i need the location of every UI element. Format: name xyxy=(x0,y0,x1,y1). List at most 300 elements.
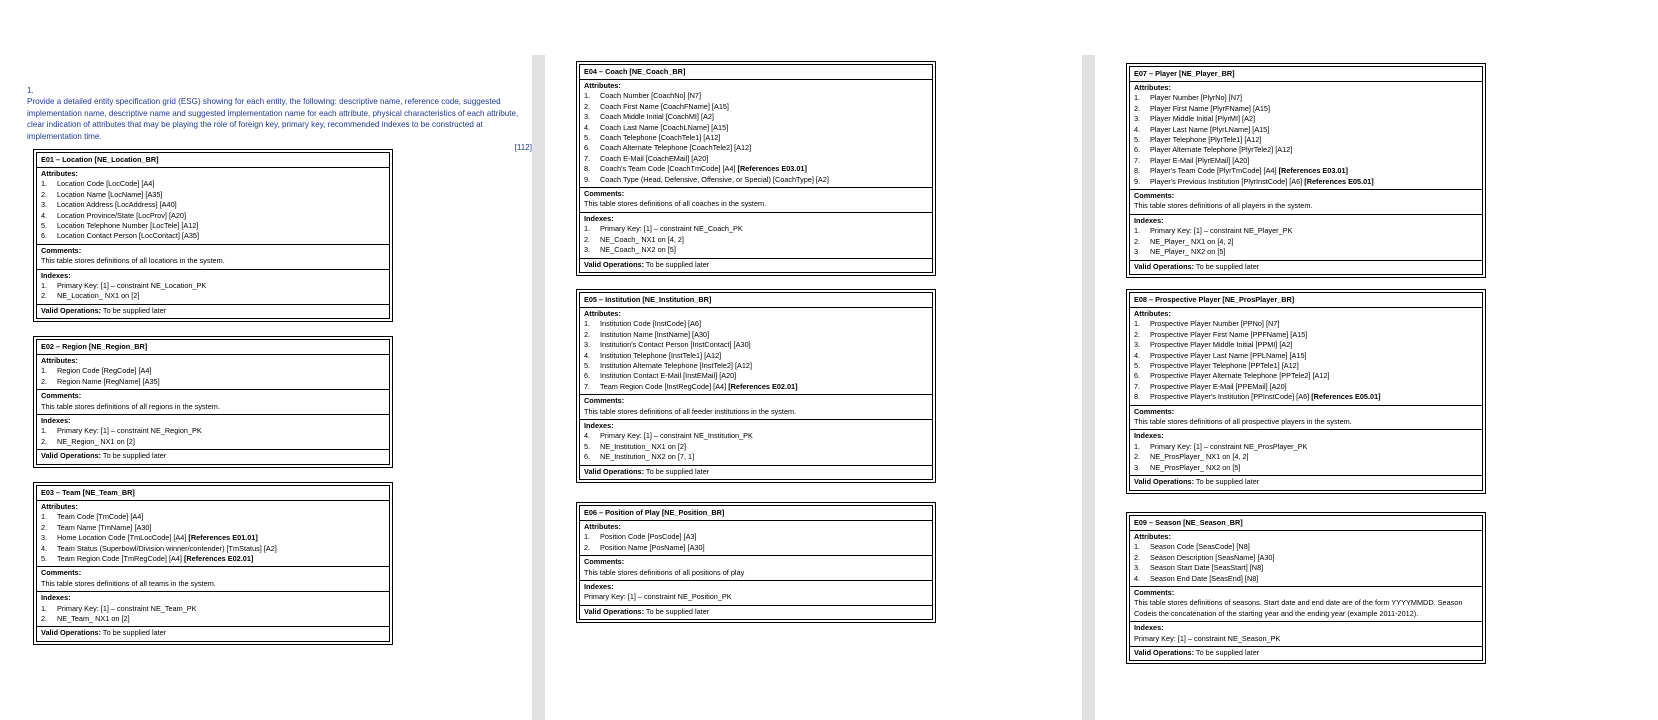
index-text: NE_Region_ NX1 on [2] xyxy=(57,436,135,446)
valid-operations-label: Valid Operations: xyxy=(584,466,645,476)
attribute-row xyxy=(1134,166,1478,176)
attribute-list xyxy=(1134,93,1478,187)
indexes-section xyxy=(37,592,389,627)
attribute-text: Season End Date [SeasEnd] [N8] xyxy=(1150,573,1259,583)
attribute-row xyxy=(1134,330,1478,340)
index-text: NE_Player_ NX2 on [5] xyxy=(1150,247,1226,257)
valid-operations-section xyxy=(580,606,932,619)
attributes-header: Attributes: xyxy=(41,502,78,511)
question-marks: [112] xyxy=(514,143,532,153)
attribute-list xyxy=(41,366,385,387)
attributes-section xyxy=(580,80,932,188)
attributes-header: Attributes: xyxy=(41,169,78,178)
attribute-number: 1. xyxy=(41,179,48,189)
comments-section xyxy=(1130,190,1482,215)
index-number: 2. xyxy=(41,614,48,624)
attribute-row xyxy=(584,532,928,542)
attribute-number: 1. xyxy=(584,319,591,329)
valid-operations-text: To be supplied later xyxy=(1195,477,1260,487)
attribute-number: 4. xyxy=(1134,573,1141,583)
foreign-key-reference: [References E02.01] xyxy=(183,554,254,564)
index-number: 1. xyxy=(41,426,48,436)
index-list xyxy=(1134,226,1478,257)
attribute-list xyxy=(584,91,928,185)
attributes-section xyxy=(37,355,389,390)
attribute-row xyxy=(1134,553,1478,563)
valid-operations-section xyxy=(37,627,389,640)
attribute-text: Player Telephone [PlyrTele1] [A12] xyxy=(1150,135,1262,145)
attribute-row xyxy=(41,523,385,533)
attribute-row xyxy=(584,340,928,350)
attribute-row xyxy=(41,544,385,554)
index-row xyxy=(584,245,928,255)
entity-title: E09 – Season [NE_Season_BR] xyxy=(1130,516,1482,531)
attribute-text: Location Name [LocName] [A35] xyxy=(57,189,163,199)
attribute-row xyxy=(1134,104,1478,114)
attribute-text: Prospective Player E-Mail [PPEMail] [A20] xyxy=(1150,381,1287,391)
index-row xyxy=(41,281,385,291)
comments-header: Comments: xyxy=(584,557,625,567)
attribute-row xyxy=(1134,392,1478,402)
attribute-text: Prospective Player Middle Initial [PPMI] [A2] xyxy=(1150,340,1293,350)
index-list xyxy=(41,281,385,302)
valid-operations-text: To be supplied later xyxy=(645,259,710,269)
attribute-row xyxy=(41,190,385,200)
index-number: 1. xyxy=(41,603,48,613)
attribute-row xyxy=(1134,574,1478,584)
comment-text: This table stores definitions of all regions in the system. xyxy=(41,401,220,411)
attributes-section xyxy=(1130,82,1482,190)
attribute-number: 2. xyxy=(41,376,48,386)
index-text: Primary Key: [1] – constraint NE_Position_PK xyxy=(584,592,732,602)
attribute-row xyxy=(41,533,385,543)
valid-operations-label: Valid Operations: xyxy=(41,305,102,315)
attribute-row xyxy=(1134,542,1478,552)
valid-operations-text: To be supplied later xyxy=(102,628,167,638)
attribute-text: Coach's Team Code [CoachTmCode] [A4] xyxy=(600,164,738,174)
comments-header: Comments: xyxy=(1134,406,1175,416)
attribute-row xyxy=(584,175,928,185)
indexes-section xyxy=(580,581,932,606)
attributes-header: Attributes: xyxy=(584,81,621,90)
attribute-number: 1. xyxy=(41,512,48,522)
indexes-header: Indexes: xyxy=(1134,623,1164,633)
attribute-text: Player E-Mail [PlyrEMail] [A20] xyxy=(1150,155,1250,165)
indexes-header: Indexes: xyxy=(1134,215,1164,225)
attribute-number: 6. xyxy=(1134,371,1141,381)
attribute-number: 5. xyxy=(1134,135,1141,145)
attribute-text: Coach Alternate Telephone [CoachTele2] [A12] xyxy=(600,143,752,153)
attributes-header: Attributes: xyxy=(41,356,78,365)
attribute-text: Player Last Name [PlyrLName] [A15] xyxy=(1150,124,1270,134)
valid-operations-label: Valid Operations: xyxy=(1134,261,1195,271)
attribute-number: 2. xyxy=(584,542,591,552)
attribute-row xyxy=(1134,114,1478,124)
attribute-row xyxy=(1134,361,1478,371)
valid-operations-section xyxy=(580,466,932,479)
comments-header: Comments: xyxy=(1134,191,1175,201)
attribute-text: Coach Type (Head, Defensive, Offensive, or Special) [CoachType] [A2] xyxy=(600,174,829,184)
attribute-number: 2. xyxy=(41,522,48,532)
valid-operations-label: Valid Operations: xyxy=(584,259,645,269)
attribute-row xyxy=(1134,382,1478,392)
index-row xyxy=(1134,226,1478,236)
attribute-row xyxy=(1134,371,1478,381)
attribute-number: 1. xyxy=(1134,542,1141,552)
foreign-key-reference: [References E03.01] xyxy=(737,164,807,174)
attributes-section xyxy=(37,501,389,567)
attribute-text: Season Description [SeasName] [A30] xyxy=(1150,552,1275,562)
attribute-number: 6. xyxy=(584,143,591,153)
attribute-number: 3. xyxy=(1134,340,1141,350)
entity-title: E07 – Player [NE_Player_BR] xyxy=(1130,67,1482,82)
attribute-row xyxy=(584,102,928,112)
index-list xyxy=(41,426,385,447)
attribute-number: 3. xyxy=(584,340,591,350)
question-body: Provide a detailed entity specification grid (ESG) showing for each entity, the following: descriptive name, reference code, suggested implementation name, descriptive name and suggested implementation name for each attribute, physical characteristics of each attribute, clear indication of attributes that may be playing the role of foreign key, primary key, recommended indexes to be constructed at implementation time. xyxy=(27,97,519,141)
entity-spec-grid xyxy=(36,152,390,319)
entity-spec-grid xyxy=(36,485,390,642)
entity-spec-grid xyxy=(1129,515,1483,661)
attributes-header: Attributes: xyxy=(1134,532,1171,541)
attributes-section xyxy=(580,521,932,556)
attribute-number: 2. xyxy=(584,329,591,339)
index-text: Primary Key: [1] – constraint NE_ProsPlayer_PK xyxy=(1150,441,1308,451)
attribute-text: Location Province/State [LocProv] [A20] xyxy=(57,210,186,220)
attribute-row xyxy=(1134,563,1478,573)
attribute-text: Team Code [TmCode] [A4] xyxy=(57,512,144,522)
attribute-row xyxy=(41,211,385,221)
entity-spec-box-5 xyxy=(576,289,936,483)
attribute-text: Player Alternate Telephone [PlyrTele2] [A12] xyxy=(1150,145,1293,155)
index-text: NE_Institution_ NX1 on [2] xyxy=(600,441,686,451)
attribute-number: 7. xyxy=(584,381,591,391)
attribute-text: Institution Contact E-Mail [InstEMail] [A20] xyxy=(600,371,737,381)
index-number: 3. xyxy=(1134,247,1141,257)
attribute-text: Player Number [PlyrNo] [N7] xyxy=(1150,93,1243,103)
attribute-text: Team Region Code [TmRegCode] [A4] xyxy=(57,554,184,564)
attribute-number: 4. xyxy=(1134,350,1141,360)
attribute-number: 6. xyxy=(1134,145,1141,155)
attribute-text: Coach Last Name [CoachLName] [A15] xyxy=(600,122,729,132)
attribute-number: 1. xyxy=(584,532,591,542)
attribute-row xyxy=(584,164,928,174)
index-row xyxy=(584,224,928,234)
index-row xyxy=(1134,634,1478,644)
entity-spec-box-6 xyxy=(576,502,936,623)
attributes-header: Attributes: xyxy=(584,309,621,318)
attribute-row xyxy=(1134,135,1478,145)
attribute-text: Prospective Player Telephone [PPTele1] [A12] xyxy=(1150,361,1299,371)
index-number: 3. xyxy=(1134,462,1141,472)
attribute-number: 4. xyxy=(41,543,48,553)
attribute-number: 5. xyxy=(1134,361,1141,371)
attribute-text: Coach Middle Initial [CoachMI] [A2] xyxy=(600,112,714,122)
attribute-number: 4. xyxy=(41,210,48,220)
attribute-row xyxy=(1134,145,1478,155)
index-row xyxy=(584,592,928,602)
index-row xyxy=(41,614,385,624)
index-text: Primary Key: [1] – constraint NE_Player_PK xyxy=(1150,226,1293,236)
indexes-section xyxy=(580,420,932,466)
valid-operations-text: To be supplied later xyxy=(645,466,710,476)
index-number: 2. xyxy=(41,436,48,446)
valid-operations-section xyxy=(1130,476,1482,489)
index-text: NE_Player_ NX1 on [4, 2] xyxy=(1150,236,1234,246)
entity-title: E02 – Region [NE_Region_BR] xyxy=(37,340,389,355)
comment-text: This table stores definitions of all players in the system. xyxy=(1134,201,1313,211)
index-text: NE_Coach_ NX2 on [5] xyxy=(600,245,676,255)
attribute-number: 4. xyxy=(584,122,591,132)
attribute-list xyxy=(1134,319,1478,402)
index-number: 4. xyxy=(584,431,591,441)
attribute-number: 2. xyxy=(584,101,591,111)
attribute-row xyxy=(41,200,385,210)
entity-title: E06 – Position of Play [NE_Position_BR] xyxy=(580,506,932,521)
attribute-number: 3. xyxy=(41,200,48,210)
valid-operations-text: To be supplied later xyxy=(102,305,167,315)
entity-title: E03 – Team [NE_Team_BR] xyxy=(37,486,389,501)
attribute-text: Team Status (Superbowl/Division winner/contender) [TmStatus] [A2] xyxy=(57,543,277,553)
index-number: 3. xyxy=(584,245,591,255)
index-row xyxy=(41,426,385,436)
attribute-list xyxy=(584,532,928,553)
entity-spec-grid xyxy=(1129,66,1483,275)
index-text: NE_Location_ NX1 on [2] xyxy=(57,291,140,301)
index-list xyxy=(1134,442,1478,473)
attribute-row xyxy=(41,512,385,522)
attribute-number: 1. xyxy=(1134,93,1141,103)
comments-section xyxy=(1130,587,1482,622)
attribute-number: 2. xyxy=(1134,103,1141,113)
valid-operations-section xyxy=(37,305,389,318)
attribute-list xyxy=(41,179,385,241)
attribute-number: 3. xyxy=(1134,563,1141,573)
attribute-row xyxy=(584,143,928,153)
attribute-number: 8. xyxy=(1134,166,1141,176)
attribute-text: Location Address [LocAddress] [A40] xyxy=(57,200,177,210)
attribute-text: Region Name [RegName] [A35] xyxy=(57,376,160,386)
valid-operations-section xyxy=(1130,647,1482,660)
comments-section xyxy=(37,245,389,270)
attribute-number: 7. xyxy=(1134,381,1141,391)
valid-operations-label: Valid Operations: xyxy=(41,628,102,638)
index-number: 1. xyxy=(1134,226,1141,236)
attribute-number: 3. xyxy=(1134,114,1141,124)
attribute-text: Coach Number [CoachNo] [N7] xyxy=(600,91,701,101)
attribute-text: Institution Code [InstCode] [A6] xyxy=(600,319,701,329)
attribute-number: 2. xyxy=(1134,552,1141,562)
attribute-text: Region Code [RegCode] [A4] xyxy=(57,366,152,376)
entity-spec-grid xyxy=(36,339,390,465)
comments-section xyxy=(37,390,389,415)
attribute-number: 2. xyxy=(1134,329,1141,339)
valid-operations-text: To be supplied later xyxy=(102,451,167,461)
attribute-number: 1. xyxy=(584,91,591,101)
comment-text: This table stores definitions of all teams in the system. xyxy=(41,578,216,588)
attribute-text: Season Code [SeasCode] [N8] xyxy=(1150,542,1250,552)
attribute-row xyxy=(41,221,385,231)
attribute-list xyxy=(584,319,928,392)
attribute-text: Coach First Name [CoachFName] [A15] xyxy=(600,101,729,111)
entity-spec-box-8 xyxy=(1126,289,1486,494)
index-list xyxy=(1134,634,1478,644)
attribute-text: Player's Team Code [PlyrTmCode] [A4] xyxy=(1150,166,1279,176)
indexes-header: Indexes: xyxy=(1134,431,1164,441)
index-list xyxy=(584,224,928,255)
indexes-header: Indexes: xyxy=(584,582,614,592)
attributes-header: Attributes: xyxy=(584,522,621,531)
entity-spec-box-9 xyxy=(1126,512,1486,664)
attribute-text: Team Region Code [InstRegCode] [A4] xyxy=(600,381,729,391)
attribute-text: Prospective Player's Institution [PPInstCode] [A6] xyxy=(1150,392,1312,402)
index-text: Primary Key: [1] – constraint NE_Season_PK xyxy=(1134,633,1281,643)
indexes-section xyxy=(37,270,389,305)
attribute-row xyxy=(41,231,385,241)
indexes-section xyxy=(1130,215,1482,261)
index-row xyxy=(41,291,385,301)
index-text: Primary Key: [1] – constraint NE_Team_PK xyxy=(57,603,197,613)
attributes-section xyxy=(1130,531,1482,587)
index-text: NE_ProsPlayer_ NX1 on [4, 2] xyxy=(1150,452,1249,462)
attribute-number: 4. xyxy=(1134,124,1141,134)
comments-header: Comments: xyxy=(1134,588,1175,598)
attribute-row xyxy=(584,319,928,329)
attribute-row xyxy=(41,366,385,376)
comment-text: This table stores definitions of seasons. Start date and end date are of the form YYYYMMDD. Season Codeis the concatenation of the starting year and the ending year (example 2011-2012). xyxy=(1134,598,1463,618)
comments-section xyxy=(580,556,932,581)
attribute-text: Prospective Player Number [PPNo] [N7] xyxy=(1150,319,1280,329)
index-row xyxy=(1134,452,1478,462)
attribute-text: Location Contact Person [LocContact] [A35] xyxy=(57,231,199,241)
index-text: Primary Key: [1] – constraint NE_Location_PK xyxy=(57,281,207,291)
attribute-row xyxy=(41,554,385,564)
valid-operations-label: Valid Operations: xyxy=(1134,648,1195,658)
attribute-row xyxy=(1134,319,1478,329)
attribute-number: 8. xyxy=(1134,392,1141,402)
foreign-key-reference: [References E02.01] xyxy=(728,381,798,391)
attributes-header: Attributes: xyxy=(1134,309,1171,318)
index-text: Primary Key: [1] – constraint NE_Coach_PK xyxy=(600,224,743,234)
index-row xyxy=(1134,442,1478,452)
attribute-text: Institution's Contact Person [InstContact] [A30] xyxy=(600,340,751,350)
attribute-number: 8. xyxy=(584,164,591,174)
index-list xyxy=(584,592,928,602)
attribute-row xyxy=(584,154,928,164)
valid-operations-section xyxy=(1130,261,1482,274)
index-number: 2. xyxy=(1134,452,1141,462)
comment-text: This table stores definitions of all coaches in the system. xyxy=(584,199,767,209)
attributes-section xyxy=(1130,308,1482,406)
index-text: NE_Team_ NX1 on [2] xyxy=(57,614,130,624)
index-row xyxy=(1134,237,1478,247)
attribute-row xyxy=(584,112,928,122)
index-row xyxy=(1134,247,1478,257)
attribute-text: Player's Previous Institution [PlyrInstCode] [A6] xyxy=(1150,176,1305,186)
attribute-row xyxy=(1134,156,1478,166)
entity-spec-box-1 xyxy=(33,149,393,322)
attribute-number: 3. xyxy=(41,533,48,543)
comments-header: Comments: xyxy=(41,245,82,255)
attribute-row xyxy=(584,123,928,133)
entity-title: E05 – Institution [NE_Institution_BR] xyxy=(580,293,932,308)
attribute-text: Coach Telephone [CoachTele1] [A12] xyxy=(600,133,721,143)
attribute-number: 1. xyxy=(41,366,48,376)
attributes-header: Attributes: xyxy=(1134,83,1171,92)
attribute-row xyxy=(1134,93,1478,103)
page-gutter-left xyxy=(532,55,545,720)
entity-title: E01 – Location [NE_Location_BR] xyxy=(37,153,389,168)
question-text xyxy=(27,85,532,153)
index-text: Primary Key: [1] – constraint NE_Institution_PK xyxy=(600,431,753,441)
indexes-header: Indexes: xyxy=(584,213,614,223)
attribute-row xyxy=(584,382,928,392)
attribute-row xyxy=(1134,351,1478,361)
comments-section xyxy=(580,395,932,420)
attribute-list xyxy=(41,512,385,564)
attribute-text: Location Code [LocCode] [A4] xyxy=(57,179,155,189)
comments-header: Comments: xyxy=(584,396,625,406)
index-text: NE_ProsPlayer_ NX2 on [5] xyxy=(1150,462,1241,472)
foreign-key-reference: [References E05.01] xyxy=(1304,176,1374,186)
entity-spec-grid xyxy=(1129,292,1483,491)
attribute-text: Position Code [PosCode] [A3] xyxy=(600,532,697,542)
comment-text: This table stores definitions of all prospective players in the system. xyxy=(1134,417,1352,427)
attributes-section xyxy=(37,168,389,245)
index-text: Primary Key: [1] – constraint NE_Region_PK xyxy=(57,426,202,436)
attribute-list xyxy=(1134,542,1478,584)
attribute-row xyxy=(584,133,928,143)
index-list xyxy=(584,431,928,462)
index-number: 1. xyxy=(1134,441,1141,451)
foreign-key-reference: [References E01.01] xyxy=(188,533,258,543)
comments-section xyxy=(580,188,932,213)
attribute-number: 5. xyxy=(41,554,48,564)
attribute-number: 2. xyxy=(41,189,48,199)
entity-spec-grid xyxy=(579,505,933,620)
foreign-key-reference: [References E05.01] xyxy=(1311,392,1381,402)
comment-text: This table stores definitions of all locations in the system. xyxy=(41,256,225,266)
comments-section xyxy=(1130,406,1482,431)
foreign-key-reference: [References E03.01] xyxy=(1278,166,1348,176)
attribute-row xyxy=(41,377,385,387)
attribute-number: 1. xyxy=(1134,319,1141,329)
attribute-row xyxy=(1134,177,1478,187)
indexes-section xyxy=(1130,622,1482,647)
attribute-number: 7. xyxy=(1134,155,1141,165)
comments-header: Comments: xyxy=(41,391,82,401)
question-number: 1. xyxy=(27,86,34,95)
valid-operations-text: To be supplied later xyxy=(1195,648,1260,658)
index-number: 2. xyxy=(41,291,48,301)
index-row xyxy=(584,431,928,441)
index-text: NE_Coach_ NX1 on [4, 2] xyxy=(600,234,684,244)
entity-spec-grid xyxy=(579,292,933,480)
attribute-text: Player Middle Initial [PlyrMI] [A2] xyxy=(1150,114,1256,124)
valid-operations-section xyxy=(37,450,389,463)
attribute-number: 6. xyxy=(41,231,48,241)
attribute-text: Player First Name [PlyrFName] [A15] xyxy=(1150,103,1271,113)
attribute-row xyxy=(41,179,385,189)
attribute-number: 9. xyxy=(584,174,591,184)
attribute-text: Location Telephone Number [LocTele] [A12] xyxy=(57,221,199,231)
indexes-section xyxy=(37,415,389,450)
attribute-text: Coach E-Mail [CoachEMail] [A20] xyxy=(600,153,709,163)
attribute-text: Prospective Player Alternate Telephone [PPTele2] [A12] xyxy=(1150,371,1330,381)
entity-title: E04 – Coach [NE_Coach_BR] xyxy=(580,65,932,80)
index-number: 5. xyxy=(584,441,591,451)
valid-operations-text: To be supplied later xyxy=(1195,261,1260,271)
